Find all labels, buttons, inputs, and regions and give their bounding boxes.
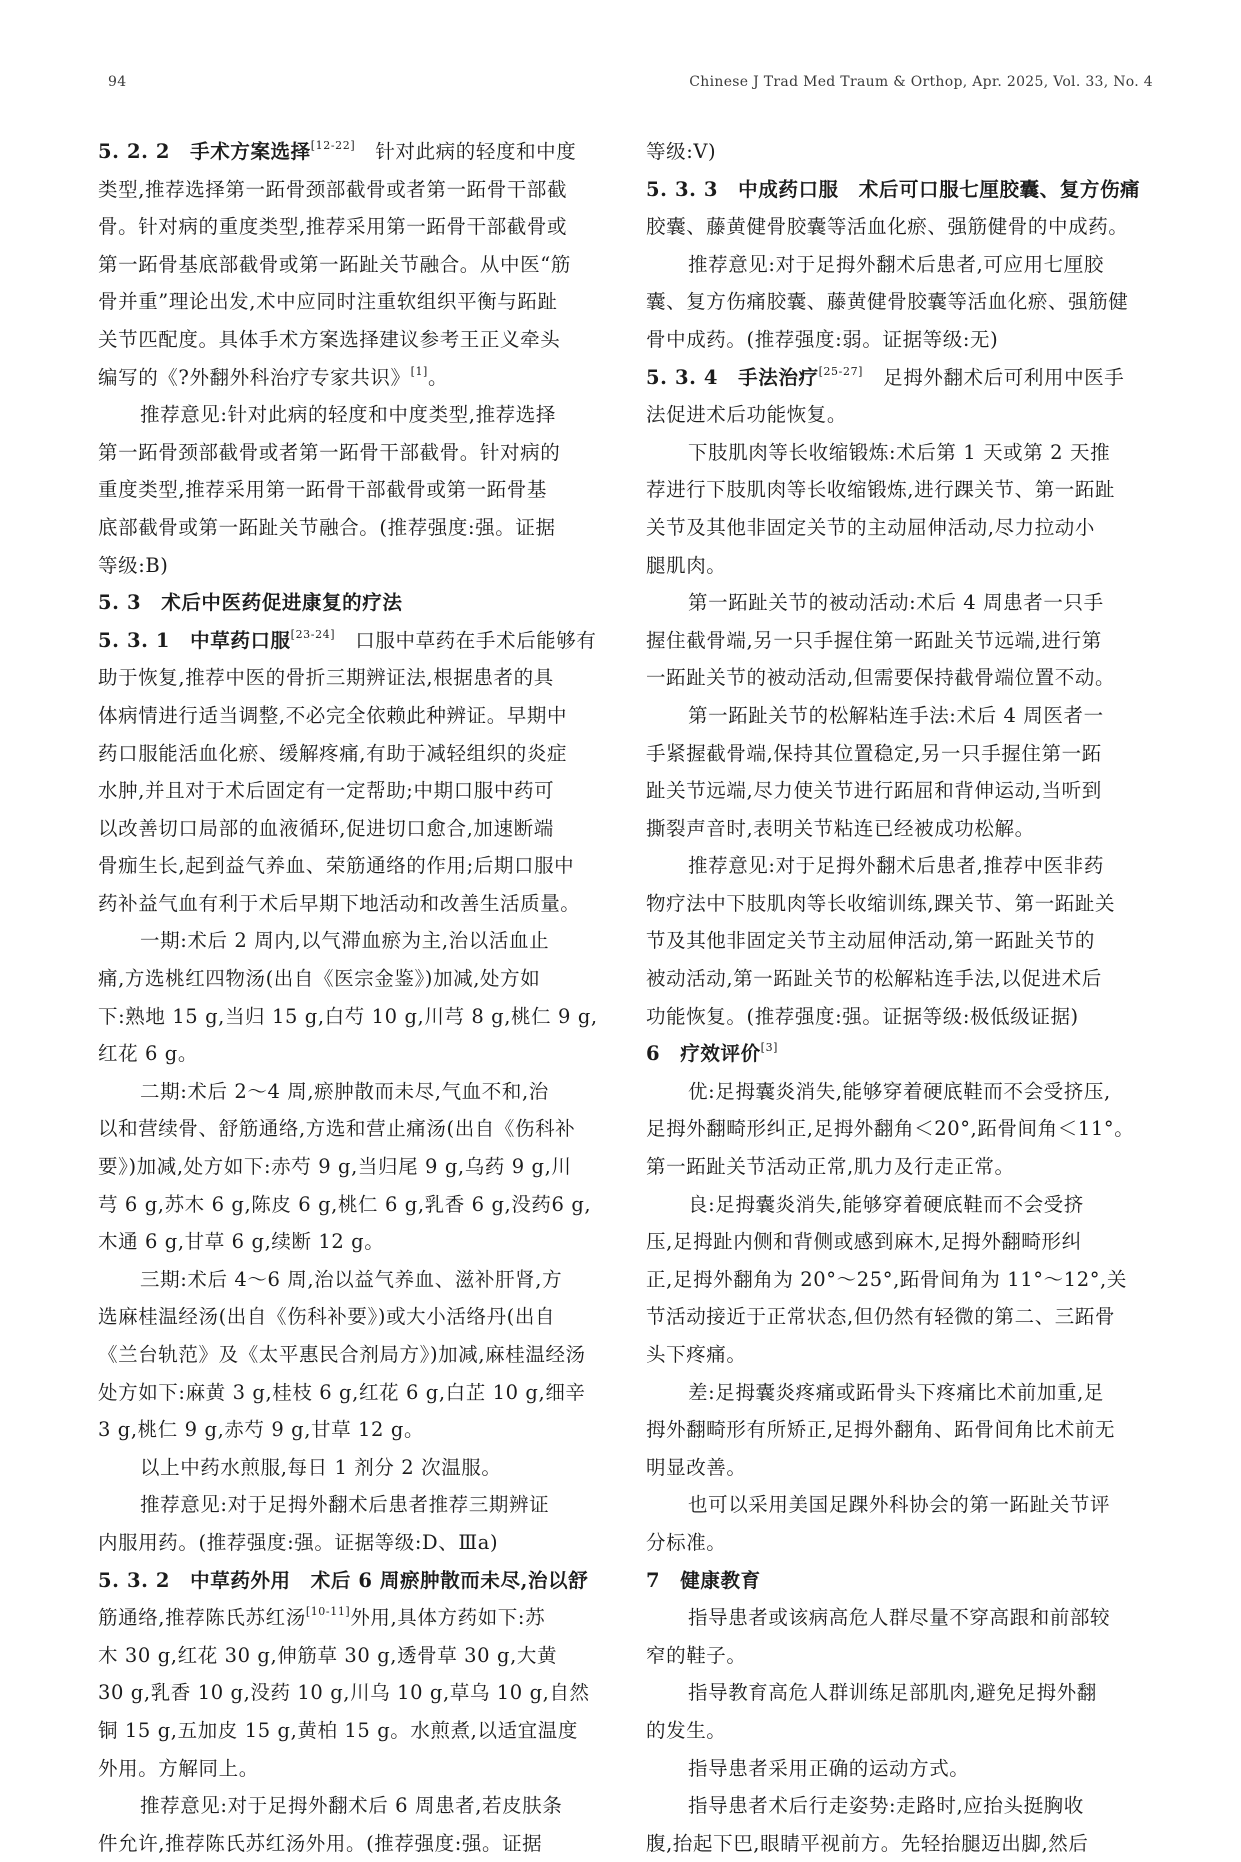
text-line: 第一跖骨基底部截骨或第一跖趾关节融合。从中医“筋 [98,252,571,276]
line-rest-text: 口服中草药在手术后能够有 [335,628,597,652]
text-line [98,359,623,397]
text-line: 以改善切口局部的血液循环,促进切口愈合,加速断端 [98,816,554,840]
text-line: 差:足拇囊炎疼痛或跖骨头下疼痛比术前加重,足 [688,1380,1104,1404]
text-line: 件允许,推荐陈氏苏红汤外用。(推荐强度:强。证据 [98,1831,543,1855]
line-lead-text: 编写的《?外翻外科治疗专家共识》 [98,365,411,389]
text-line: 等级:Ⅴ) [646,140,717,163]
text-line: 指导患者或该病高危人群尽量不穿高跟和前部较 [688,1606,1111,1630]
text-line: 水肿,并且对于术后固定有一定帮助;中期口服中药可 [98,779,555,803]
text-line: 底部截骨或第一跖趾关节融合。(推荐强度:强。证据 [98,515,556,539]
text-line: 第一跖骨颈部截骨或者第一跖骨干部截骨。针对病的 [98,440,561,464]
running-header [0,74,1241,96]
section-heading-line [646,1035,1171,1073]
text-line: 第一跖趾关节的松解粘连手法:术后 4 周医者一 [688,703,1104,727]
line-lead-text: 5. 3. 4 手法治疗 [646,365,819,389]
text-line [98,1599,623,1637]
citation-ref: [25-27] [818,364,864,378]
line-rest-text: 外用,具体方药如下:苏 [350,1606,546,1630]
text-line: 推荐意见:针对此病的轻度和中度类型,推荐选择 [140,403,556,427]
text-line: 头下疼痛。 [646,1343,747,1366]
text-line: 功能恢复。(推荐强度:强。证据等级:极低级证据) [646,1004,1079,1028]
text-line: 骨中成药。(推荐强度:弱。证据等级:无) [646,327,999,351]
text-line: 也可以采用美国足踝外科协会的第一跖趾关节评 [688,1493,1111,1517]
text-line: 正,足拇外翻角为 20°～25°,跖骨间角为 11°～12°,关 [646,1267,1127,1291]
text-line: 以和营续骨、舒筋通络,方选和营止痛汤(出自《伤科补 [98,1117,576,1141]
text-line: 胶囊、藤黄健骨胶囊等活血化瘀、强筋健骨的中成药。 [646,215,1129,239]
text-line: 以上中药水煎服,每日 1 剂分 2 次温服。 [140,1455,502,1479]
text-line: 窄的鞋子。 [646,1643,747,1667]
text-line: 腿肌肉。 [646,553,727,577]
section-heading-line: 7 健康教育 [646,1568,761,1592]
citation-ref: [1] [410,364,428,378]
text-line: 良:足拇囊炎消失,能够穿着硬底鞋而不会受挤 [688,1192,1084,1216]
section-heading-line: 5. 3. 3 中成药口服 术后可口服七厘胶囊、复方伤痛 [646,177,1141,201]
text-line: 手紧握截骨端,保持其位置稳定,另一只手握住第一跖 [646,741,1102,765]
text-line: 物疗法中下肢肌肉等长收缩训练,踝关节、第一跖趾关 [646,891,1116,915]
text-line: 囊、复方伤痛胶囊、藤黄健骨胶囊等活血化瘀、强筋健 [646,290,1129,314]
text-line: 推荐意见:对于足拇外翻术后 6 周患者,若皮肤条 [140,1794,563,1818]
page-number: 94 [108,74,127,90]
section-heading-line [646,359,1171,397]
text-line: 指导患者采用正确的运动方式。 [688,1756,970,1780]
line-rest-text: 。 [427,365,449,389]
text-line: 骨痂生长,起到益气养血、荣筋通络的作用;后期口服中 [98,854,575,878]
text-line: 一跖趾关节的被动活动,但需要保持截骨端位置不动。 [646,666,1116,690]
line-lead-text: 5. 2. 2 手术方案选择 [98,140,311,163]
text-line: 红花 6 g。 [98,1042,198,1066]
text-line: 压,足拇趾内侧和背侧或感到麻木,足拇外翻畸形纠 [646,1230,1082,1254]
text-line: 重度类型,推荐采用第一跖骨干部截骨或第一跖骨基 [98,478,547,502]
line-rest-text: 足拇外翻术后可利用中医手 [863,365,1125,389]
text-line: 被动活动,第一跖趾关节的松解粘连手法,以促进术后 [646,967,1102,991]
text-line: 荐进行下肢肌肉等长收缩锻炼,进行踝关节、第一跖趾 [646,478,1116,502]
text-line: 指导患者术后行走姿势:走路时,应抬头挺胸收 [688,1794,1084,1818]
text-line: 芎 6 g,苏木 6 g,陈皮 6 g,桃仁 6 g,乳香 6 g,没药6 g, [98,1192,592,1216]
text-line: 痛,方选桃红四物汤(出自《医宗金鉴》)加减,处方如 [98,967,541,991]
text-line: 二期:术后 2～4 周,瘀肿散而未尽,气血不和,治 [140,1079,549,1103]
text-line: 一期:术后 2 周内,以气滞血瘀为主,治以活血止 [140,929,550,953]
text-line: 节及其他非固定关节主动屈伸活动,第一跖趾关节的 [646,929,1095,953]
text-line: 推荐意见:对于足拇外翻术后患者推荐三期辨证 [140,1493,550,1517]
section-heading-line: 5. 3. 2 中草药外用 术后 6 周瘀肿散而未尽,治以舒 [98,1568,589,1592]
text-line: 三期:术后 4～6 周,治以益气养血、滋补肝肾,方 [140,1267,563,1291]
section-heading-line [98,622,623,660]
text-line: 明显改善。 [646,1455,747,1479]
text-line: 拇外翻畸形有所矫正,足拇外翻角、跖骨间角比术前无 [646,1418,1116,1442]
citation-ref: [12-22] [310,139,356,152]
text-line: 类型,推荐选择第一跖骨颈部截骨或者第一跖骨干部截 [98,177,568,201]
citation-ref: [23-24] [290,627,336,641]
text-line: 指导教育高危人群训练足部肌肉,避免足拇外翻 [688,1681,1097,1705]
text-line: 关节及其他非固定关节的主动屈伸活动,尽力拉动小 [646,515,1095,539]
text-line: 骨。针对病的重度类型,推荐采用第一跖骨干部截骨或 [98,215,568,239]
text-line: 药补益气血有利于术后早期下地活动和改善生活质量。 [98,891,581,915]
text-line: 铜 15 g,五加皮 15 g,黄柏 15 g。水煎煮,以适宜温度 [98,1718,578,1742]
text-line: 推荐意见:对于足拇外翻术后患者,可应用七厘胶 [688,252,1104,276]
text-line: 内服用药。(推荐强度:强。证据等级:D、Ⅲa) [98,1530,499,1554]
text-line: 撕裂声音时,表明关节粘连已经被成功松解。 [646,816,1035,840]
line-rest-text: 针对此病的轻度和中度 [355,140,577,163]
line-lead-text: 筋通络,推荐陈氏苏红汤 [98,1606,306,1630]
text-line: 足拇外翻畸形纠正,足拇外翻角＜20°,跖骨间角＜11°。 [646,1117,1135,1141]
text-line: 分标准。 [646,1530,727,1554]
text-line: 30 g,乳香 10 g,没药 10 g,川乌 10 g,草乌 10 g,自然 [98,1681,590,1705]
line-lead-text: 5. 3. 1 中草药口服 [98,628,291,652]
section-heading-line [98,133,623,171]
text-line: 下肢肌肉等长收缩锻炼:术后第 1 天或第 2 天推 [688,440,1111,464]
line-lead-text: 6 疗效评价 [646,1042,761,1066]
text-line: 药口服能活血化瘀、缓解疼痛,有助于减轻组织的炎症 [98,741,568,765]
citation-ref: [10-11] [305,1605,351,1619]
text-line: 要》)加减,处方如下:赤芍 9 g,当归尾 9 g,乌药 9 g,川 [98,1155,572,1179]
text-line: 第一跖趾关节活动正常,肌力及行走正常。 [646,1155,1015,1179]
right-column [646,133,1171,1862]
text-line: 处方如下:麻黄 3 g,桂枝 6 g,红花 6 g,白芷 10 g,细辛 [98,1380,586,1404]
text-line: 木通 6 g,甘草 6 g,续断 12 g。 [98,1230,385,1254]
text-line: 第一跖趾关节的被动活动:术后 4 周患者一只手 [688,591,1104,615]
text-line: 骨并重”理论出发,术中应同时注重软组织平衡与跖趾 [98,290,558,314]
text-line: 助于恢复,推荐中医的骨折三期辨证法,根据患者的具 [98,666,554,690]
text-line: 优:足拇囊炎消失,能够穿着硬底鞋而不会受挤压, [688,1079,1111,1103]
text-line: 推荐意见:对于足拇外翻术后患者,推荐中医非药 [688,854,1104,878]
left-column [98,133,623,1862]
text-line: 关节匹配度。具体手术方案选择建议参考王正义牵头 [98,327,561,351]
text-line: 趾关节远端,尽力使关节进行跖屈和背伸运动,当听到 [646,779,1102,803]
text-line: 木 30 g,红花 30 g,伸筋草 30 g,透骨草 30 g,大黄 [98,1643,558,1667]
text-line: 等级:B) [98,553,169,577]
text-line: 体病情进行适当调整,不必完全依赖此种辨证。早期中 [98,703,568,727]
text-line: 外用。方解同上。 [98,1756,259,1780]
text-line: 《兰台轨范》及《太平惠民合剂局方》)加减,麻桂温经汤 [98,1343,586,1366]
citation-ref: [3] [760,1041,779,1055]
text-line: 腹,抬起下巴,眼睛平视前方。先轻抬腿迈出脚,然后 [646,1831,1089,1855]
text-line: 握住截骨端,另一只手握住第一跖趾关节远端,进行第 [646,628,1102,652]
text-line: 选麻桂温经汤(出自《伤科补要》)或大小活络丹(出自 [98,1305,556,1329]
text-line: 3 g,桃仁 9 g,赤芍 9 g,甘草 12 g。 [98,1418,425,1442]
text-line: 法促进术后功能恢复。 [646,403,848,427]
text-line: 节活动接近于正常状态,但仍然有轻微的第二、三跖骨 [646,1305,1116,1329]
text-line: 的发生。 [646,1718,727,1742]
journal-citation: Chinese J Trad Med Traum & Orthop, Apr. 2025, Vol. 33, No. 4 [689,74,1153,90]
section-heading-line: 5. 3 术后中医药促进康复的疗法 [98,591,403,615]
text-line: 下:熟地 15 g,当归 15 g,白芍 10 g,川芎 8 g,桃仁 9 g, [98,1004,598,1028]
